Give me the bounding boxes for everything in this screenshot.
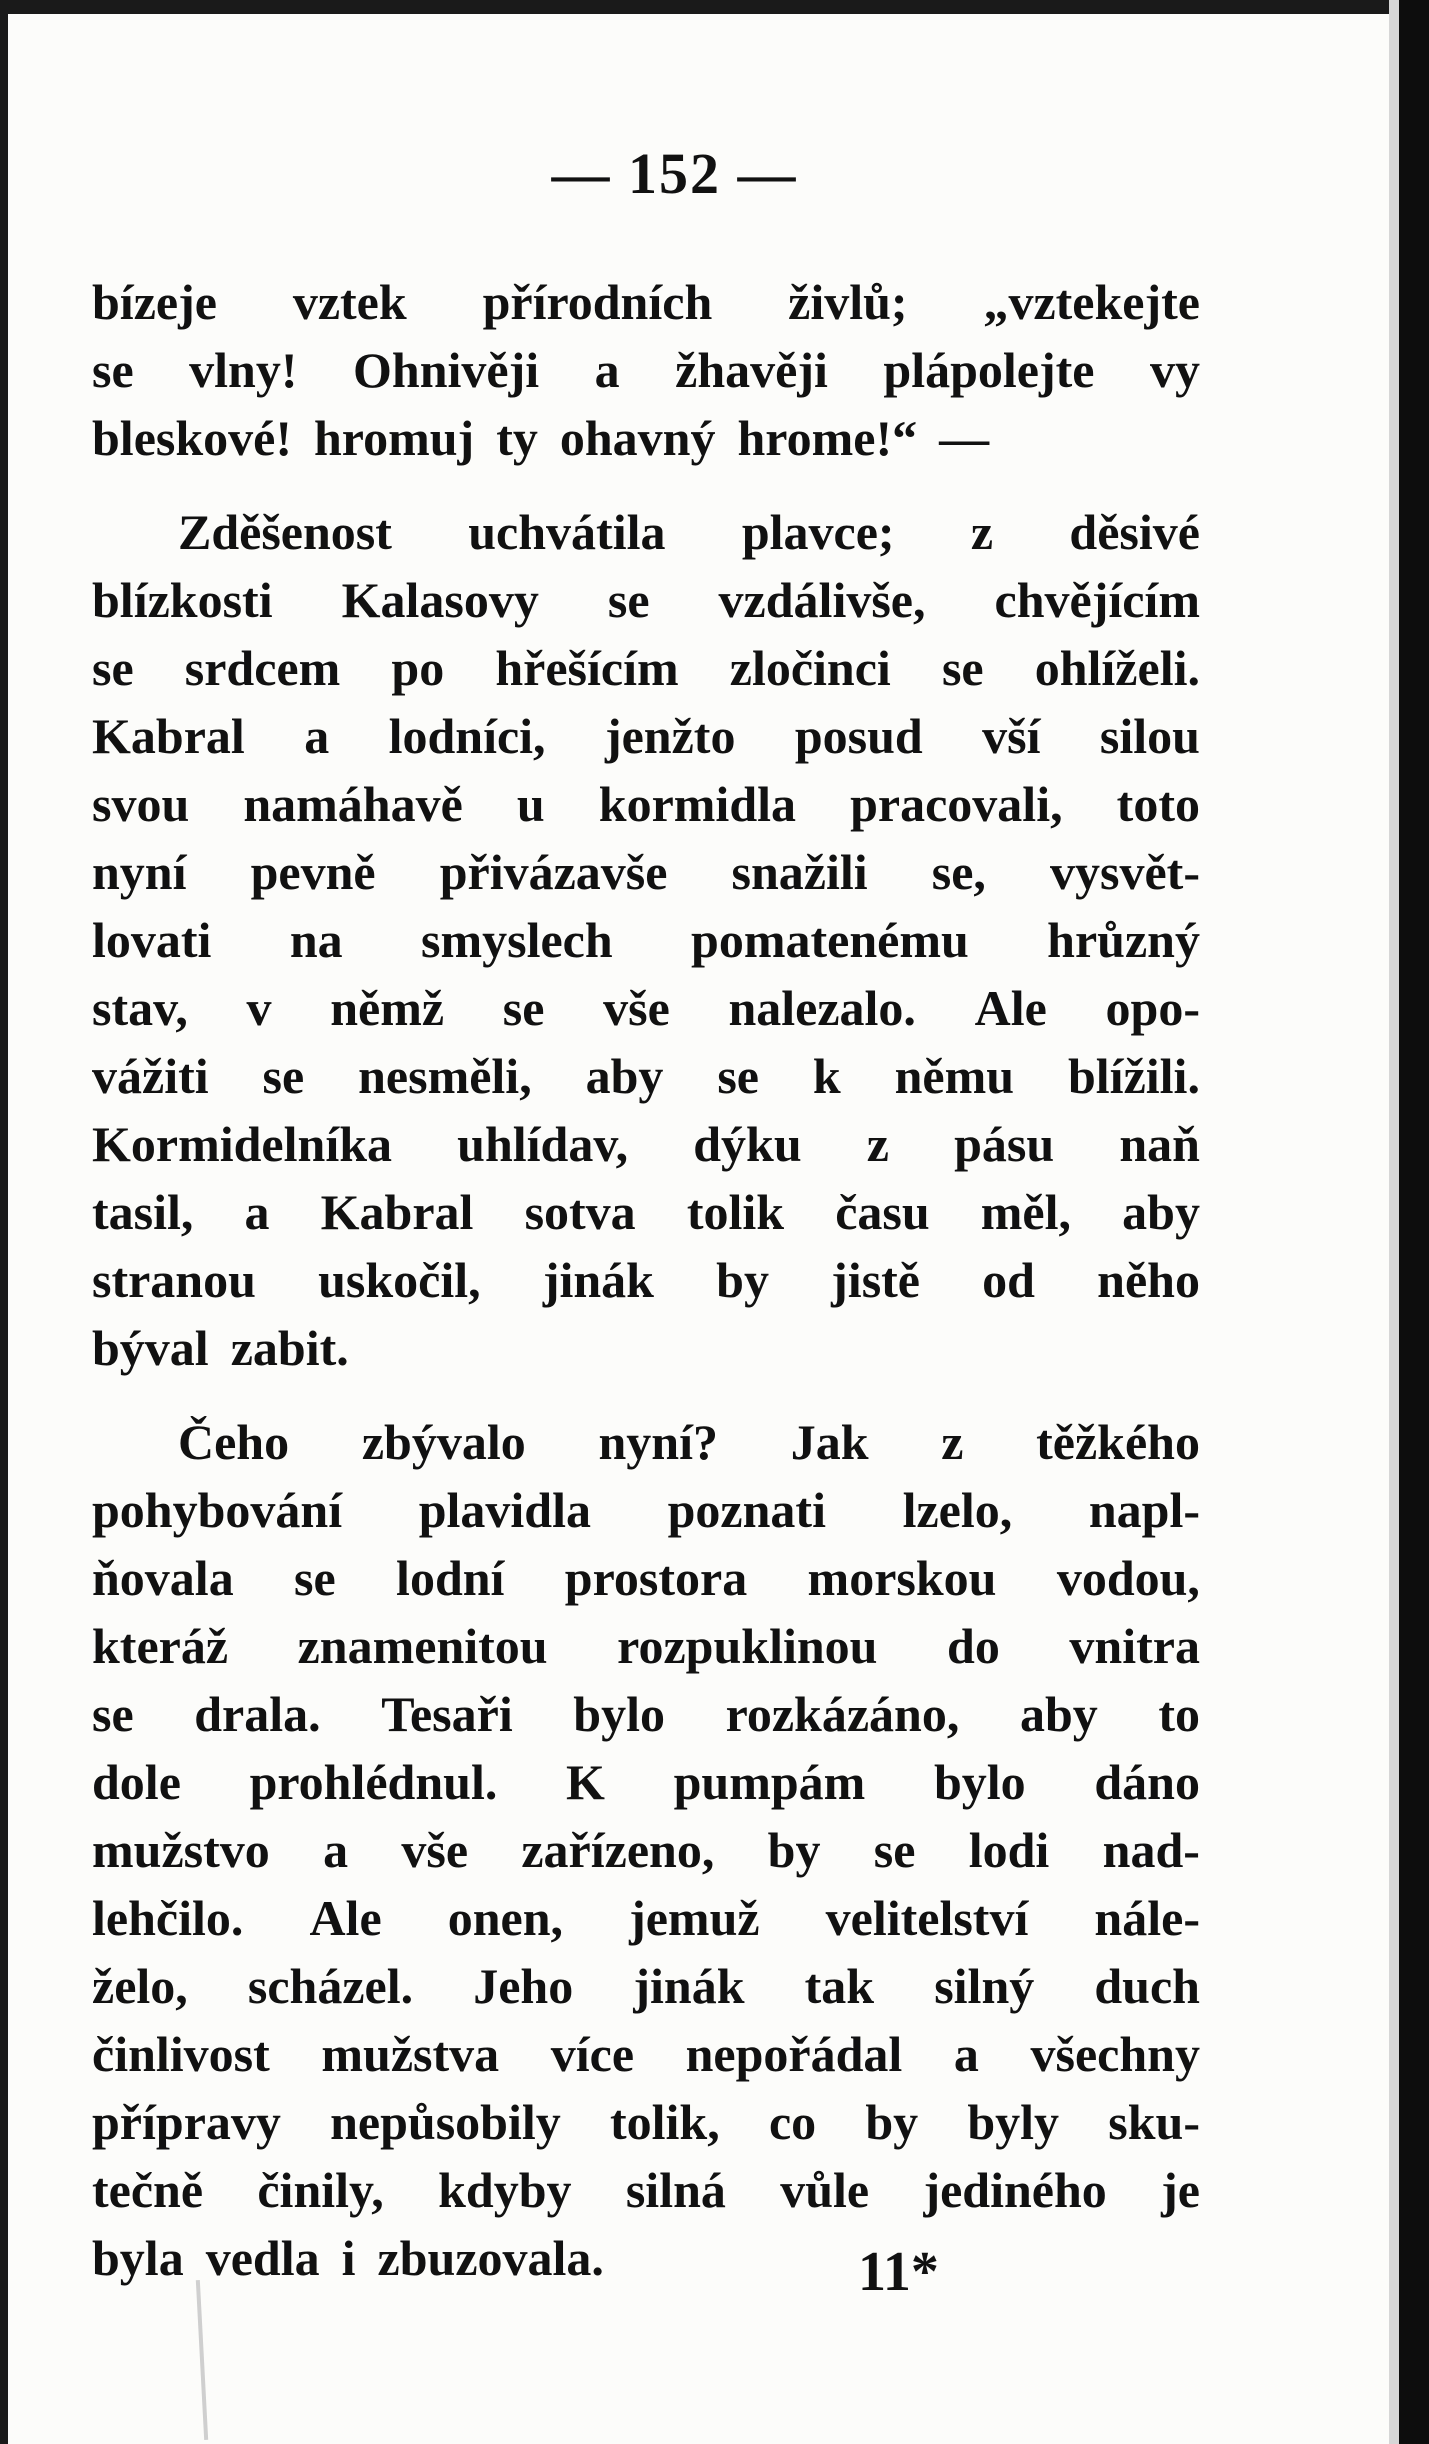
body-text [92,268,1200,2292]
paragraph [92,498,1200,1382]
scan-edge-right [1399,0,1429,2444]
paragraph-gap [92,472,1200,498]
text-line: blízkosti Kalasovy se vzdálivše, chvějícím [92,572,1200,628]
signature-mark: 11* [858,2241,939,2303]
text-line: Zděšenost uchvátila plavce; z děsivé [178,504,1200,560]
text-line: mužstvo a vše zařízeno, by se lodi nad- [92,1822,1200,1878]
text-line: tasil, a Kabral sotva tolik času měl, aby [92,1184,1200,1240]
text-line: lovati na smyslech pomatenému hrůzný [92,912,1200,968]
text-line: byla vedla i zbuzovala. [92,2230,604,2286]
text-line: se vlny! Ohnivěji a žhavěji plápolejte vy [92,342,1200,398]
text-line: svou namáhavě u kormidla pracovali, toto [92,776,1200,832]
paragraph [92,1408,1200,2292]
text-line: stranou uskočil, jinák by jistě od něho [92,1252,1200,1308]
scan-edge-top [0,0,1429,14]
text-line: se srdcem po hřešícím zločinci se ohlíželi. [92,640,1200,696]
text-line: pohybování plavidla poznati lzelo, napl- [92,1482,1200,1538]
text-line: želo, scházel. Jeho jinák tak silný duch [92,1958,1200,2014]
scan-smudge [196,2280,208,2440]
text-line: činlivost mužstva více nepořádal a všechny [92,2026,1200,2082]
text-line: bízeje vztek přírodních živlů; „vztekejte [92,274,1200,330]
text-line: dole prohlédnul. K pumpám bylo dáno [92,1754,1200,1810]
paragraph-gap [92,1382,1200,1408]
text-line: ňovala se lodní prostora morskou vodou, [92,1550,1200,1606]
text-line: lehčilo. Ale onen, jemuž velitelství nále- [92,1890,1200,1946]
scan-edge-right-shadow [1389,0,1399,2444]
scan-edge-left [0,0,8,2444]
paragraph [92,268,1200,472]
text-line: tečně činily, kdyby silná vůle jediného je [92,2162,1200,2218]
text-line: nyní pevně přivázavše snažili se, vysvět- [92,844,1200,900]
text-line: Kormidelníka uhlídav, dýku z pásu naň [92,1116,1200,1172]
text-line: přípravy nepůsobily tolik, co by byly sku- [92,2094,1200,2150]
text-line: Kabral a lodníci, jenžto posud vší silou [92,708,1200,764]
text-line: kteráž znamenitou rozpuklinou do vnitra [92,1618,1200,1674]
text-line: se drala. Tesaři bylo rozkázáno, aby to [92,1686,1200,1742]
text-line: Čeho zbývalo nyní? Jak z těžkého [178,1414,1200,1470]
page-number: — 152 — [551,141,798,206]
text-line: stav, v němž se vše nalezalo. Ale opo- [92,980,1200,1036]
text-line: bleskové! hromuj ty ohavný hrome!“ — [92,410,990,466]
text-line: býval zabit. [92,1320,349,1376]
text-line: vážiti se nesměli, aby se k němu blížili. [92,1048,1200,1104]
